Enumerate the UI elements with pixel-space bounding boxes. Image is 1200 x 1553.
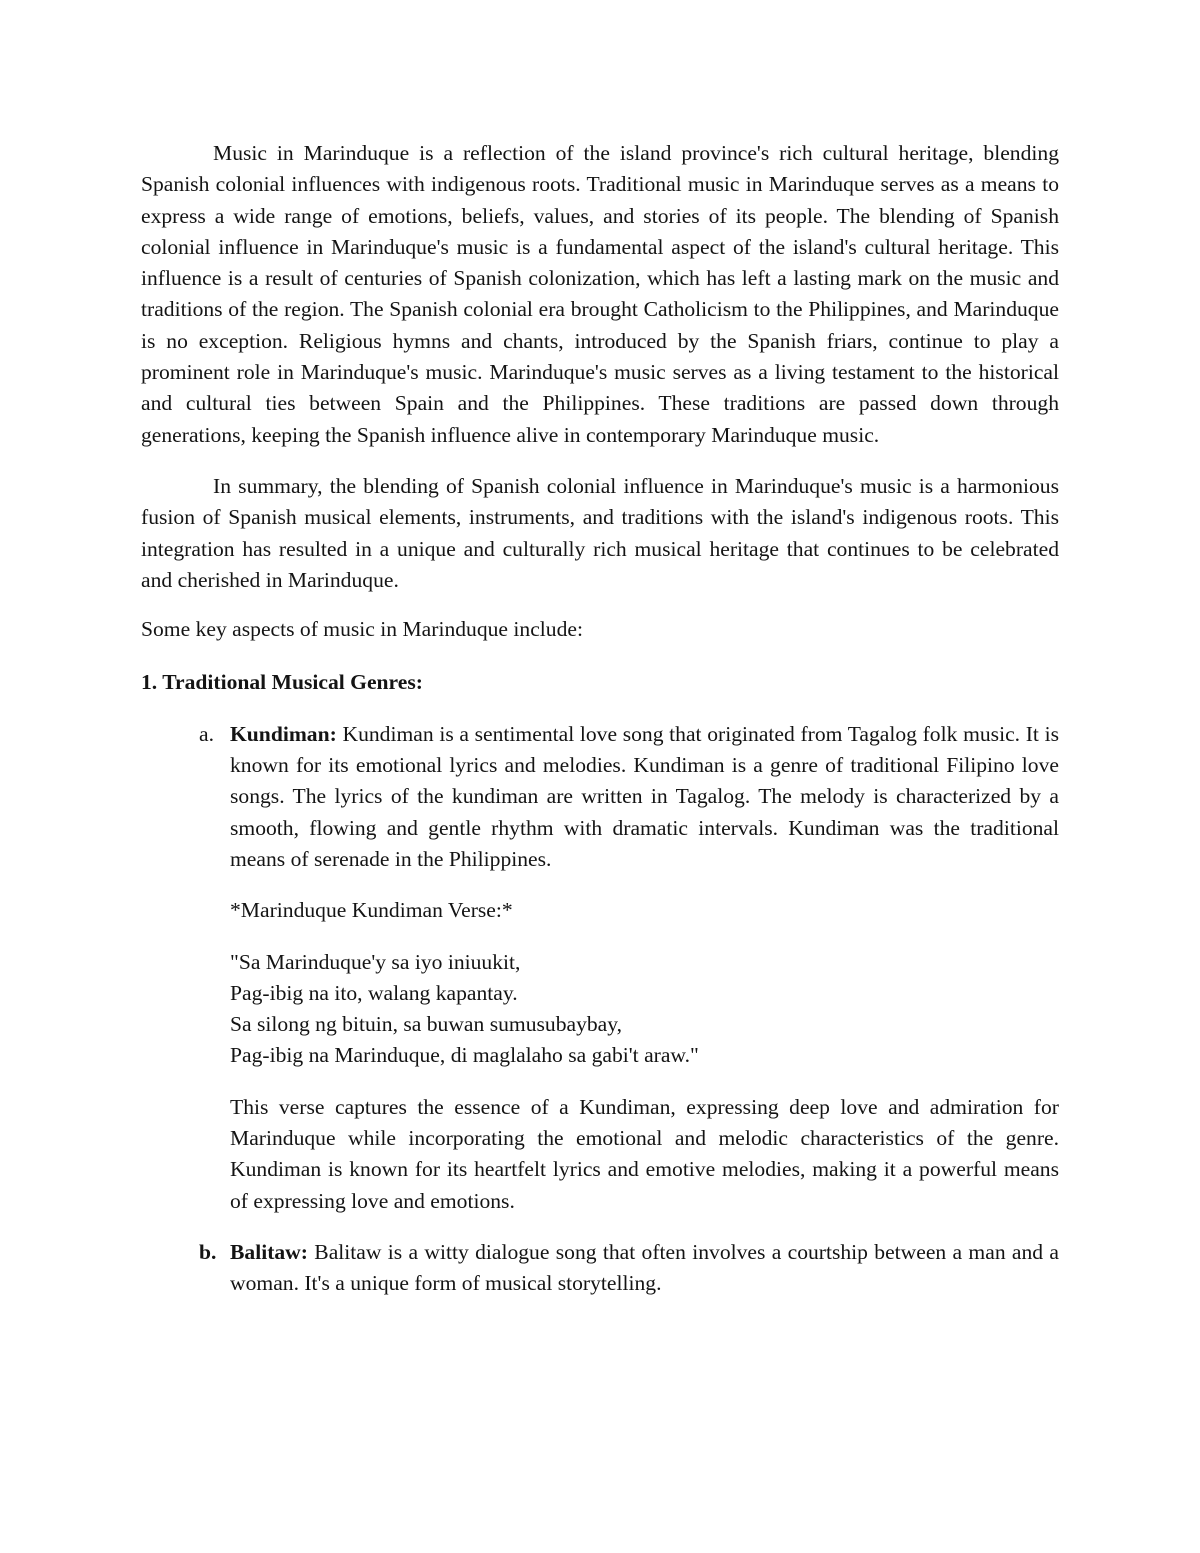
verse-line-4: Pag-ibig na Marinduque, di maglalaho sa gabi't araw." [230,1043,699,1068]
list-item-balitaw [141,1237,1059,1300]
verse-line-3: Sa silong ng bituin, sa buwan sumusubaybay, [230,1012,623,1037]
balitaw-term: Balitaw: [230,1239,308,1264]
verse-line-1: "Sa Marinduque'y sa iyo iniuukit, [230,949,521,974]
list-marker-a: a. [199,721,214,746]
kundiman-description [230,719,1059,875]
verse-commentary: This verse captures the essence of a Kundiman, expressing deep love and admiration for Marinduque while incorporating the emotional and melodic characteristics of the genre. Kundiman is known for its heartfelt lyrics and emotive melodies, making it a powerful means of expressing love and emotions. [230,1094,1059,1213]
kundiman-verse [230,947,1059,1072]
section-heading-traditional-genres: 1. Traditional Musical Genres: [141,670,423,695]
intro-paragraph-1: Music in Marinduque is a reflection of the island province's rich cultural heritage, blending Spanish colonial influences with indigenous roots. Traditional music in Marinduque serves as a means to express a wide range of emotions, beliefs, values, and stories of its people. The blending of Spanish colonial influence in Marinduque's music is a fundamental aspect of the island's cultural heritage. This influence is a result of centuries of Spanish colonization, which has left a lasting mark on the music and traditions of the region. The Spanish colonial era brought Catholicism to the Philippines, and Marinduque is no exception. Religious hymns and chants, introduced by the Spanish friars, continue to play a prominent role in Marinduque's music. Marinduque's music serves as a living testament to the historical and cultural ties between Spain and the Philippines. These traditions are passed down through generations, keeping the Spanish influence alive in contemporary Marinduque music. [141,141,1059,447]
verse-title: *Marinduque Kundiman Verse:* [230,898,513,923]
list-item-kundiman [141,719,1059,1217]
document-page [141,138,1059,1300]
list-marker-b: b. [199,1239,217,1264]
lead-in-sentence: Some key aspects of music in Marinduque include: [141,617,583,642]
kundiman-description-text: Kundiman is a sentimental love song that originated from Tagalog folk music. It is known for its emotional lyrics and melodies. Kundiman is a genre of traditional Filipino love songs. The lyrics of the kundiman are written in Tagalog. The melody is characterized by a smooth, flowing and gentle rhythm with dramatic intervals. Kundiman was the traditional means of serenade in the Philippines. [230,721,1059,871]
balitaw-description [230,1237,1059,1300]
kundiman-term: Kundiman: [230,721,337,746]
balitaw-description-text: Balitaw is a witty dialogue song that often involves a courtship between a man and a woman. It's a unique form of musical storytelling. [230,1239,1059,1296]
intro-paragraph-2: In summary, the blending of Spanish colonial influence in Marinduque's music is a harmonious fusion of Spanish musical elements, instruments, and traditions with the island's indigenous roots. This integration has resulted in a unique and culturally rich musical heritage that continues to be celebrated and cherished in Marinduque. [141,473,1059,592]
verse-line-2: Pag-ibig na ito, walang kapantay. [230,980,518,1005]
